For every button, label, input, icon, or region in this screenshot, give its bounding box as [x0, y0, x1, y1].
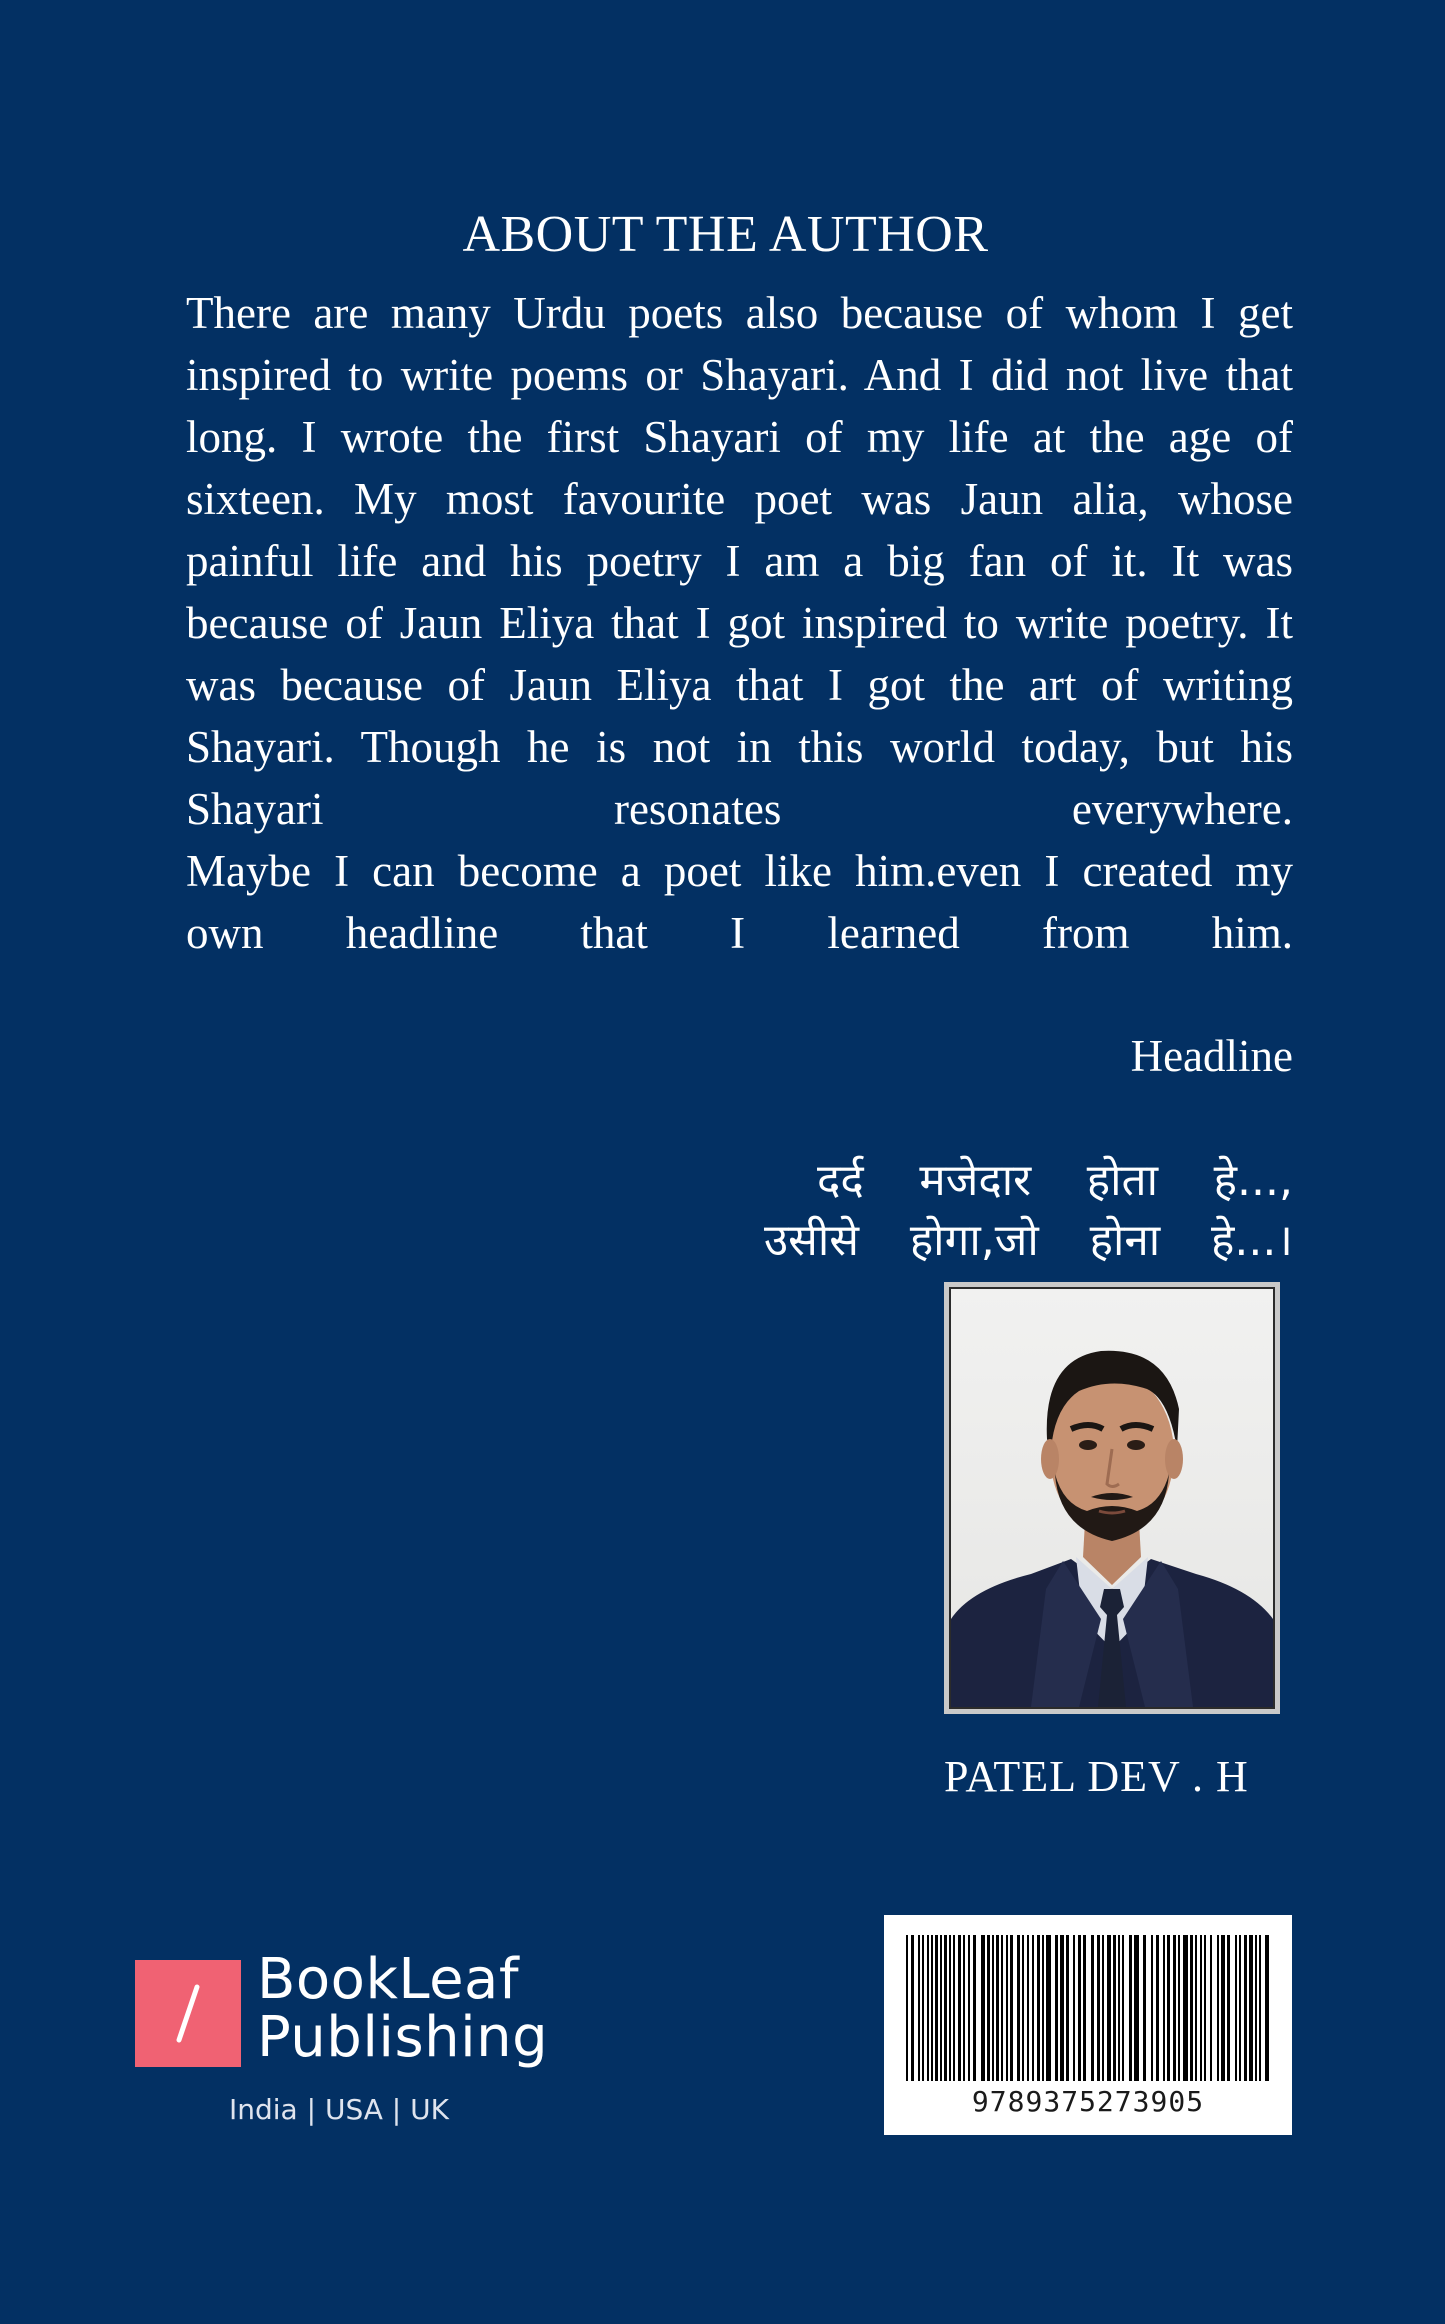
barcode-bar [1249, 1935, 1253, 2081]
barcode-bar [1143, 1935, 1146, 2081]
barcode-bar [1221, 1935, 1225, 2081]
barcode-bar [1073, 1935, 1075, 2081]
author-photo [944, 1282, 1280, 1714]
barcode-bar [1200, 1935, 1202, 2081]
bio-line: There are many Urdu poets also because of whom I get [186, 288, 1293, 338]
barcode-bar [1217, 1935, 1219, 2081]
barcode-bar [1195, 1935, 1197, 2081]
barcode-bar [944, 1935, 947, 2081]
barcode-bar [1259, 1935, 1261, 2081]
barcode-bar [1078, 1935, 1081, 2081]
publisher-name-line-1: BookLeaf [257, 1947, 520, 2012]
author-bio [186, 282, 1293, 964]
barcode-bar [1178, 1935, 1180, 2081]
barcode-bar [1244, 1935, 1247, 2081]
bio-line: because of Jaun Eliya that I got inspired to write poetry. It [186, 598, 1293, 648]
barcode-bar [1042, 1935, 1044, 2081]
barcode-bar [987, 1935, 990, 2081]
barcode-bar [1055, 1935, 1058, 2081]
barcode-bar [1037, 1935, 1040, 2081]
barcode-bar [1227, 1935, 1230, 2081]
barcode-bar [1091, 1935, 1094, 2081]
bio-line: inspired to write poems or Shayari. And I did not live that [186, 350, 1293, 400]
barcode-bar [996, 1935, 999, 2081]
barcode-bar [935, 1935, 938, 2081]
barcode-bar [958, 1935, 961, 2081]
barcode-bar [1255, 1935, 1257, 2081]
barcode-bar [968, 1935, 970, 2081]
barcode-bar [1163, 1935, 1165, 2081]
barcode-bar [1118, 1935, 1120, 2081]
hindi-verse-line-1 [817, 1150, 1293, 1212]
barcode-bar [1190, 1935, 1193, 2081]
isbn-number: 9789375273905 [971, 2085, 1205, 2118]
barcode-bar [1102, 1935, 1104, 2081]
bio-line: was because of Jaun Eliya that I got the art of writing [186, 660, 1293, 710]
barcode-bars [906, 1935, 1270, 2081]
barcode-bar [927, 1935, 929, 2081]
publisher-name-line-2: Publishing [257, 2005, 549, 2070]
barcode-bar [1239, 1935, 1241, 2081]
bio-line: painful life and his poetry I am a big fan of it. It was [186, 536, 1293, 586]
author-name: PATEL DEV . H [944, 1752, 1249, 1801]
bio-line: long. I wrote the first Shayari of my life at the age of [186, 412, 1293, 462]
isbn-barcode [884, 1915, 1292, 2135]
barcode-bar [931, 1935, 933, 2081]
verse-word: हे..., [1213, 1155, 1293, 1206]
verse-word: मजेदार [919, 1155, 1032, 1206]
verse-word: हे...। [1210, 1215, 1293, 1266]
bio-line: own headline that I learned from him. [186, 908, 1293, 958]
verse-word: होगा,जो [909, 1215, 1039, 1266]
verse-word: होना [1089, 1215, 1161, 1266]
barcode-bar [1001, 1935, 1003, 2081]
barcode-bar [992, 1935, 994, 2081]
headline-label: Headline [1130, 1031, 1293, 1081]
barcode-bar [922, 1935, 924, 2081]
barcode-bar [1183, 1935, 1188, 2081]
barcode-bar [981, 1935, 985, 2081]
barcode-bar [1265, 1935, 1269, 2081]
barcode-bar [1235, 1935, 1237, 2081]
barcode-bar [1156, 1935, 1159, 2081]
barcode-bar [1083, 1935, 1086, 2081]
barcode-bar [973, 1935, 976, 2081]
barcode-bar [963, 1935, 965, 2081]
barcode-bar [953, 1935, 955, 2081]
slash-logo-icon [135, 1960, 241, 2067]
barcode-bar [918, 1935, 920, 2081]
barcode-bar [1151, 1935, 1153, 2081]
barcode-bar [1032, 1935, 1034, 2081]
barcode-bar [1173, 1935, 1176, 2081]
barcode-bar [1027, 1935, 1029, 2081]
barcode-bar [1210, 1935, 1212, 2081]
barcode-bar [1017, 1935, 1020, 2081]
bio-line: Shayari. Though he is not in this world today, but his [186, 722, 1293, 772]
barcode-bar [1010, 1935, 1013, 2081]
barcode-bar [1097, 1935, 1100, 2081]
bio-line: sixteen. My most favourite poet was Jaun alia, whose [186, 474, 1293, 524]
barcode-bar [1060, 1935, 1064, 2081]
barcode-bar [1022, 1935, 1024, 2081]
verse-word: दर्द [817, 1155, 864, 1206]
barcode-bar [1107, 1935, 1111, 2081]
barcode-bar [1167, 1935, 1170, 2081]
bio-line: Shayari resonates everywhere. [186, 784, 1293, 834]
portrait-illustration [951, 1289, 1273, 1707]
barcode-bar [940, 1935, 942, 2081]
author-portrait [949, 1287, 1275, 1709]
publisher-regions: India | USA | UK [229, 2093, 449, 2126]
verse-word: होता [1086, 1155, 1159, 1206]
verse-word: उसीसे [764, 1215, 859, 1266]
barcode-bar [1204, 1935, 1206, 2081]
barcode-bar [1113, 1935, 1116, 2081]
barcode-bar [949, 1935, 951, 2081]
barcode-bar [906, 1935, 908, 2081]
about-author-heading: ABOUT THE AUTHOR [462, 206, 989, 263]
barcode-bar [1046, 1935, 1051, 2081]
barcode-bar [1006, 1935, 1008, 2081]
barcode-bar [911, 1935, 914, 2081]
barcode-bar [1129, 1935, 1132, 2081]
barcode-bar [1122, 1935, 1124, 2081]
bio-line: Maybe I can become a poet like him.even I created my [186, 846, 1293, 896]
hindi-verse-line-2 [764, 1210, 1293, 1272]
barcode-bar [1134, 1935, 1139, 2081]
barcode-bar [1066, 1935, 1069, 2081]
